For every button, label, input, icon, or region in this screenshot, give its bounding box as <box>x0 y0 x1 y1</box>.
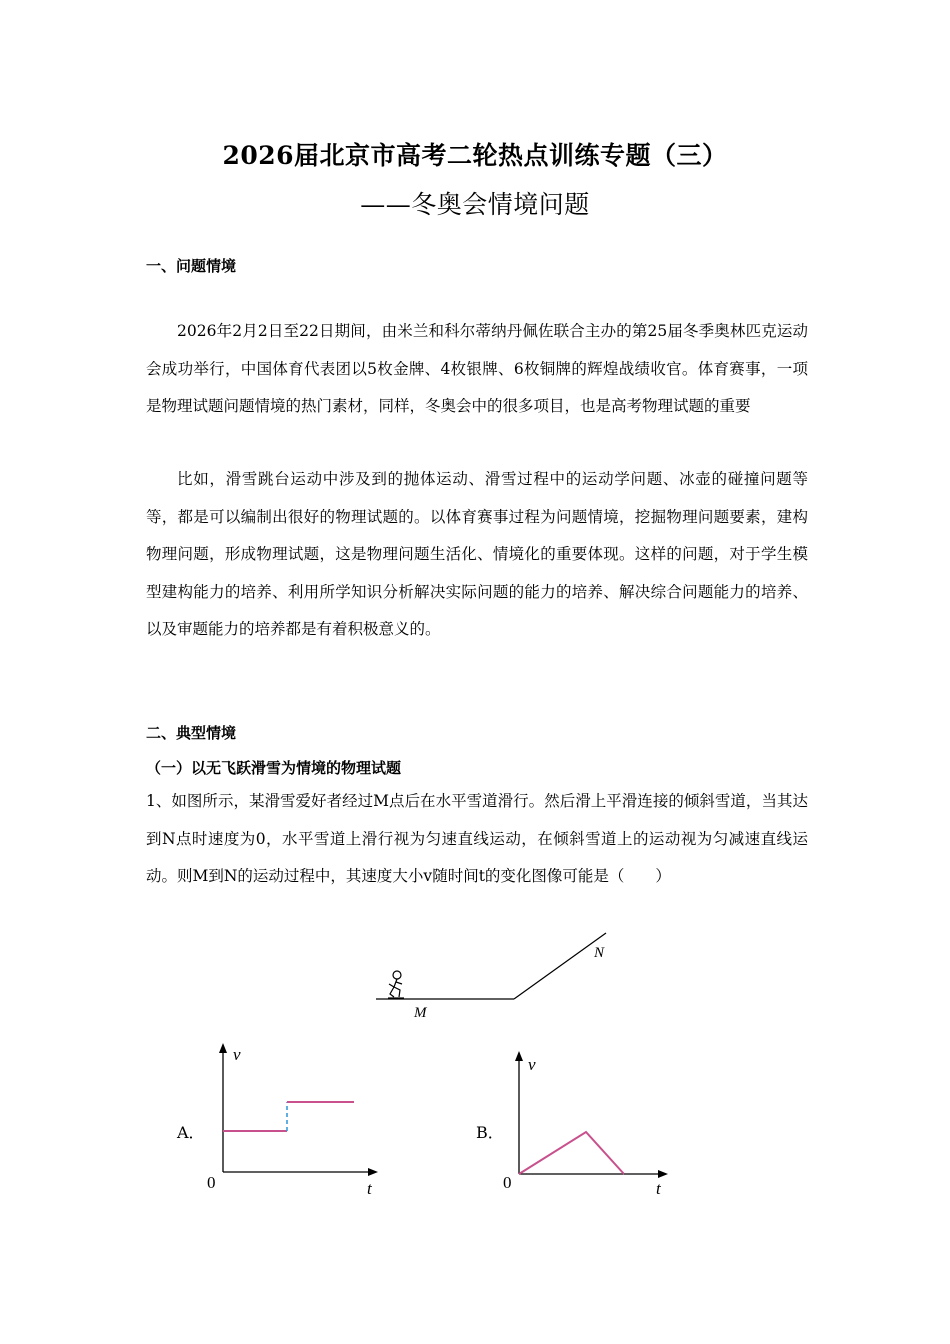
option-b-graph[interactable] <box>496 1040 676 1200</box>
question-1-text: 1、如图所示，某滑雪爱好者经过M点后在水平雪道滑行。然后滑上平滑连接的倾斜雪道，当其达到N点时速度为0，水平雪道上滑行视为匀速直线运动，在倾斜雪道上的运动视为匀减速直线运动。则M到N的运动过程中，其速度大小v随时间t的变化图像可能是（ ） <box>146 792 808 885</box>
skier-icon <box>388 971 404 998</box>
option-a-origin: 0 <box>207 1173 216 1192</box>
option-a-t-label: t <box>367 1179 372 1198</box>
subsection-heading-skiing: （一）以无飞跃滑雪为情境的物理试题 <box>146 759 402 777</box>
option-a-graph[interactable] <box>200 1040 380 1200</box>
page-title: 2026届北京市高考二轮热点训练专题（三） <box>222 141 728 170</box>
point-m-label: M <box>414 1005 427 1021</box>
option-b-label[interactable]: B． <box>476 1123 504 1142</box>
point-n-label: N <box>594 945 605 961</box>
slope-diagram <box>370 930 640 1020</box>
option-b-velocity-line <box>519 1132 624 1174</box>
option-b-origin: 0 <box>503 1173 512 1192</box>
context-paragraph-2: 比如，滑雪跳台运动中涉及到的抛体运动、滑雪过程中的运动学问题、冰壶的碰撞问题等等，都是可以编制出很好的物理试题的。以体育赛事过程为问题情境，挖掘物理问题要素，建构物理问题，形成物理试题，这是物理问题生活化、情境化的重要体现。这样的问题，对于学生模型建构能力的培养、利用所学知识分析解决实际问题的能力的培养、解决综合问题能力的培养、以及审题能力的培养都是有着积极意义的。 <box>146 470 808 638</box>
context-paragraph-1: 2026年2月2日至22日期间，由米兰和科尔蒂纳丹佩佐联合主办的第25届冬季奥林匹克运动会成功举行，中国体育代表团以5枚金牌、4枚银牌、6枚铜牌的辉煌战绩收官。体育赛事，一项是物理试题问题情境的热门素材，同样，冬奥会中的很多项目，也是高考物理试题的重要 <box>146 322 808 415</box>
option-a-label[interactable]: A． <box>177 1123 205 1142</box>
page-subtitle: ——冬奥会情境问题 <box>360 190 590 219</box>
section-heading-typical-context: 二、典型情境 <box>146 724 237 742</box>
section-heading-problem-context: 一、问题情境 <box>146 257 237 275</box>
option-b-v-label: v <box>528 1055 536 1074</box>
option-b-t-label: t <box>656 1179 661 1198</box>
option-a-v-label: v <box>233 1045 241 1064</box>
